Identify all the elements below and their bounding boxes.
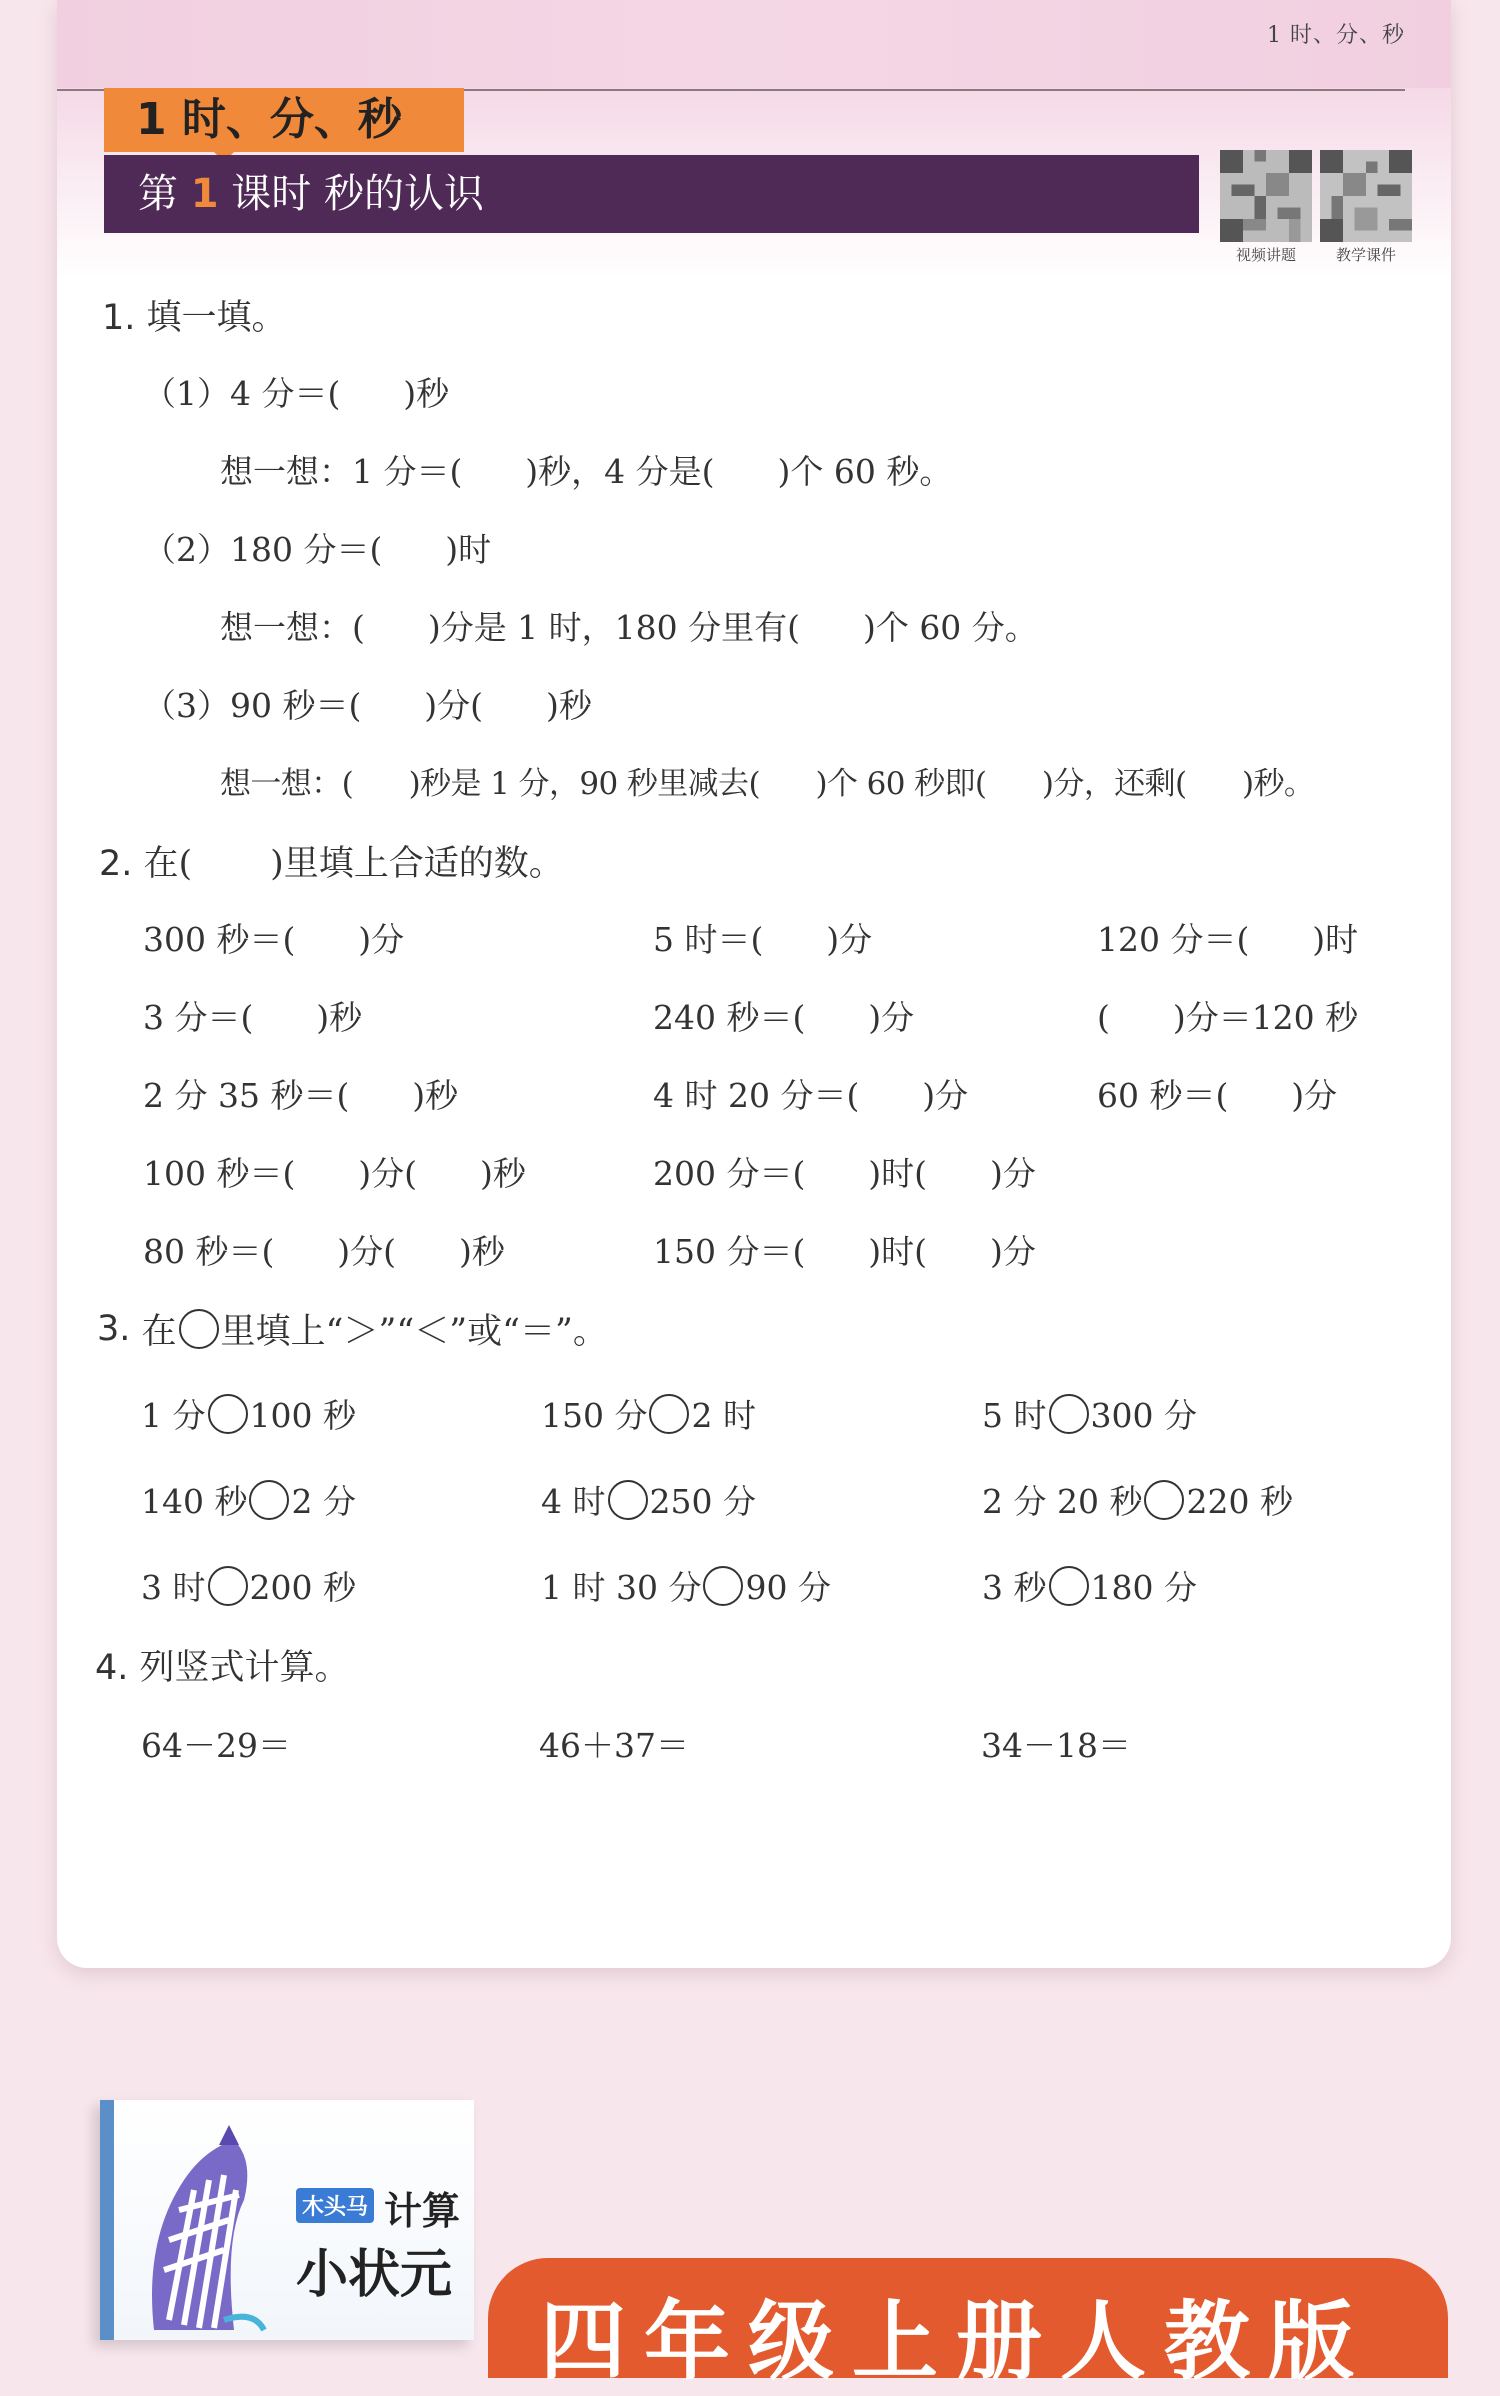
answer-circle[interactable] [1144,1480,1184,1520]
worksheet-page [57,0,1451,1968]
q1-hint-2: 想一想：( )分是 1 时，180 分里有( )个 60 分。 [220,608,1038,647]
q3-item [982,1476,1293,1523]
answer-circle[interactable] [208,1566,248,1606]
q3-item [141,1390,356,1437]
grade-banner-text: 四年级上册人教版 [540,2292,1372,2392]
q2-cell: 150 分＝( )时( )分 [653,1232,1036,1271]
q4-title-text: 列竖式计算。 [128,1648,350,1688]
answer-circle[interactable] [249,1480,289,1520]
q3-right: 2 分 [291,1482,356,1521]
book-brand: 木头马 [296,2188,374,2223]
unit-title-text: 1 时、分、秒 [136,94,402,145]
q3-right: 90 分 [745,1568,831,1607]
zebra-icon [124,2120,274,2340]
q4-item: 64－29＝ [141,1726,291,1765]
q3-item [982,1562,1197,1609]
q4-item: 46＋37＝ [539,1726,689,1765]
q3-title [97,1304,608,1354]
q3-left: 3 时 [141,1568,206,1607]
book-title-1: 计算 [384,2189,461,2233]
answer-circle[interactable] [1049,1566,1089,1606]
top-band [57,0,1451,88]
qr-label-video: 视频讲题 [1235,246,1296,264]
q2-title-text: 在( )里填上合适的数。 [132,844,564,884]
q1-number: 1. [102,298,136,338]
answer-circle[interactable] [703,1566,743,1606]
q4-title [95,1640,350,1690]
q3-left: 140 秒 [141,1482,248,1521]
q1-hint-3: 想一想：( )秒是 1 分，90 秒里减去( )个 60 秒即( )分，还剩( )秒。 [220,766,1315,802]
q2-cell: 240 秒＝( )分 [653,998,915,1037]
lesson-prefix: 第 [138,171,178,217]
q2-cell: ( )分＝120 秒 [1097,998,1359,1037]
q3-left: 5 时 [982,1396,1047,1435]
answer-circle[interactable] [1049,1394,1089,1434]
q4-number: 4. [95,1648,129,1688]
q3-left: 1 时 30 分 [541,1568,702,1607]
q1-hint-1: 想一想：1 分＝( )秒，4 分是( )个 60 秒。 [220,452,953,491]
q3-right: 250 分 [649,1482,756,1521]
q2-number: 2. [99,844,133,884]
q3-left: 150 分 [541,1396,648,1435]
lesson-name: 课时 秒的认识 [231,171,484,217]
q3-item [541,1476,756,1523]
q4-item: 34－18＝ [981,1726,1131,1765]
answer-circle[interactable] [608,1480,648,1520]
answer-circle[interactable] [649,1394,689,1434]
q2-cell: 120 分＝( )时 [1097,920,1359,959]
lesson-title [104,155,1199,233]
q1-item-3: （3）90 秒＝( )分( )秒 [143,686,592,725]
q3-right: 2 时 [691,1396,756,1435]
q3-left: 1 分 [141,1396,206,1435]
q3-title-b: 里填上“＞”“＜”或“＝”。 [220,1312,608,1352]
q2-cell: 3 分＝( )秒 [143,998,363,1037]
circle-icon [179,1309,219,1349]
running-header: 1 时、分、秒 [1267,23,1405,48]
q2-cell: 60 秒＝( )分 [1097,1076,1338,1115]
book-title-2: 小状元 [296,2245,453,2305]
q3-item [541,1562,831,1609]
q2-title [99,836,564,886]
q1-title [102,290,287,340]
q3-item [982,1390,1197,1437]
q3-right: 200 秒 [249,1568,356,1607]
q1-title-text: 填一填。 [135,298,287,338]
q3-right: 100 秒 [249,1396,356,1435]
q3-item [141,1476,356,1523]
q3-right: 220 秒 [1186,1482,1293,1521]
q2-cell: 80 秒＝( )分( )秒 [143,1232,505,1271]
unit-title [104,88,464,152]
q1-item-1: （1）4 分＝( )秒 [143,374,450,413]
qr-code-video[interactable] [1220,150,1312,242]
lesson-number: 1 [190,171,219,217]
q3-right: 300 分 [1090,1396,1197,1435]
q2-cell: 200 分＝( )时( )分 [653,1154,1036,1193]
q2-cell: 100 秒＝( )分( )秒 [143,1154,526,1193]
book-cover [100,2100,474,2340]
q2-cell: 4 时 20 分＝( )分 [653,1076,969,1115]
q3-title-a: 在 [130,1312,177,1352]
q3-left: 4 时 [541,1482,606,1521]
q3-number: 3. [97,1309,131,1349]
q3-item [541,1390,756,1437]
answer-circle[interactable] [208,1394,248,1434]
q3-left: 2 分 20 秒 [982,1482,1143,1521]
qr-label-courseware: 教学课件 [1335,246,1396,264]
q3-left: 3 秒 [982,1568,1047,1607]
q2-cell: 5 时＝( )分 [653,920,873,959]
qr-code-courseware[interactable] [1320,150,1412,242]
q3-right: 180 分 [1090,1568,1197,1607]
q3-item [141,1562,356,1609]
q1-item-2: （2）180 分＝( )时 [143,530,492,569]
q2-cell: 300 秒＝( )分 [143,920,405,959]
q2-cell: 2 分 35 秒＝( )秒 [143,1076,459,1115]
